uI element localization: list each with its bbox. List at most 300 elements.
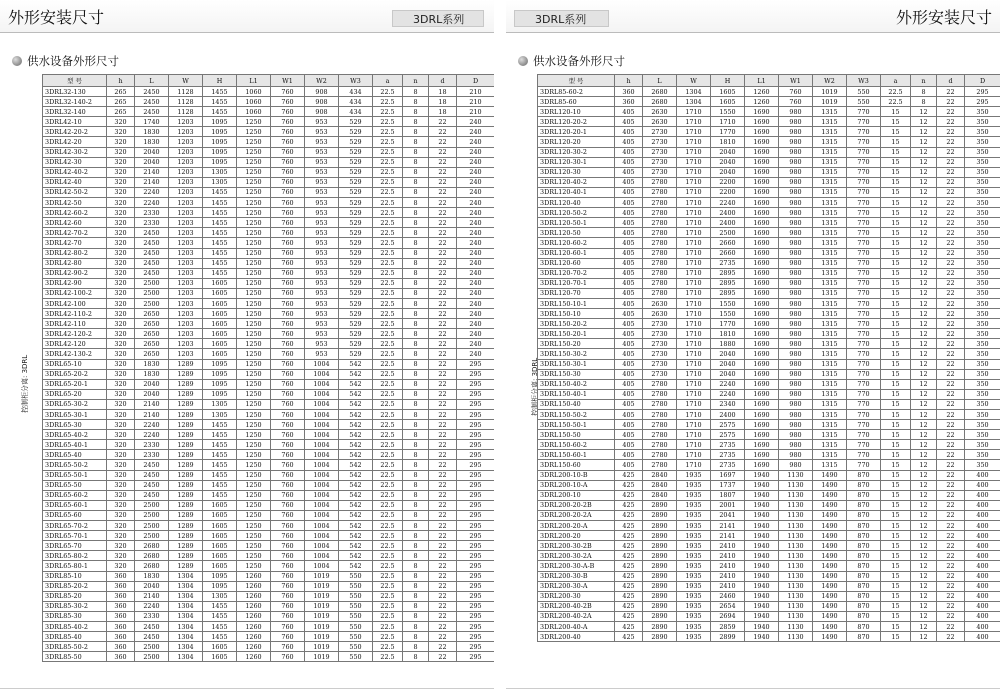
value-cell: 1203 <box>169 127 203 137</box>
value-cell: 1095 <box>203 571 237 581</box>
value-cell: 1690 <box>745 399 779 409</box>
value-cell: 22 <box>937 500 965 510</box>
table-row <box>43 268 495 278</box>
value-cell: 240 <box>457 218 495 228</box>
model-cell: 3DRL120-20-1 <box>538 127 615 137</box>
value-cell: 1250 <box>237 268 271 278</box>
value-cell: 295 <box>457 621 495 631</box>
column-header: W3 <box>339 75 373 87</box>
value-cell: 760 <box>271 218 305 228</box>
value-cell: 1490 <box>813 521 847 531</box>
value-cell: 980 <box>779 389 813 399</box>
table-row <box>538 410 1000 420</box>
value-cell: 15 <box>881 379 911 389</box>
value-cell: 1250 <box>237 349 271 359</box>
value-cell: 1260 <box>237 621 271 631</box>
table-row <box>538 268 1000 278</box>
value-cell: 2500 <box>135 298 169 308</box>
value-cell: 405 <box>615 167 643 177</box>
table-row <box>43 460 495 470</box>
value-cell: 1004 <box>305 359 339 369</box>
value-cell: 295 <box>457 510 495 520</box>
value-cell: 1250 <box>237 187 271 197</box>
value-cell: 320 <box>107 298 135 308</box>
value-cell: 1203 <box>169 208 203 218</box>
value-cell: 980 <box>779 137 813 147</box>
table-row <box>43 107 495 117</box>
table-row <box>43 571 495 581</box>
value-cell: 1260 <box>745 87 779 97</box>
value-cell: 770 <box>847 137 881 147</box>
value-cell: 12 <box>911 258 937 268</box>
left-page <box>0 0 494 694</box>
value-cell: 1203 <box>169 238 203 248</box>
value-cell: 1289 <box>169 359 203 369</box>
value-cell: 12 <box>911 420 937 430</box>
value-cell: 15 <box>881 298 911 308</box>
value-cell: 1304 <box>169 581 203 591</box>
table-row <box>43 611 495 621</box>
value-cell: 1690 <box>745 460 779 470</box>
value-cell: 8 <box>403 500 429 510</box>
table-row <box>43 430 495 440</box>
model-cell: 3DRL85-50 <box>43 652 107 662</box>
value-cell: 2730 <box>643 137 677 147</box>
value-cell: 2780 <box>643 399 677 409</box>
model-cell: 3DRL150-60 <box>538 460 615 470</box>
value-cell: 542 <box>339 470 373 480</box>
value-cell: 770 <box>847 167 881 177</box>
value-cell: 2630 <box>643 309 677 319</box>
value-cell: 22.5 <box>373 591 403 601</box>
value-cell: 1289 <box>169 389 203 399</box>
value-cell: 400 <box>965 621 1000 631</box>
value-cell: 1830 <box>135 571 169 581</box>
value-cell: 1250 <box>237 278 271 288</box>
table-row <box>538 420 1000 430</box>
value-cell: 1250 <box>237 500 271 510</box>
value-cell: 1455 <box>203 611 237 621</box>
value-cell: 8 <box>403 510 429 520</box>
value-cell: 1710 <box>677 389 711 399</box>
value-cell: 529 <box>339 238 373 248</box>
value-cell: 22.5 <box>373 420 403 430</box>
value-cell: 1710 <box>677 309 711 319</box>
value-cell: 22 <box>429 298 457 308</box>
value-cell: 1710 <box>677 430 711 440</box>
value-cell: 2040 <box>135 157 169 167</box>
value-cell: 1940 <box>745 581 779 591</box>
value-cell: 350 <box>965 117 1000 127</box>
value-cell: 2410 <box>711 561 745 571</box>
bullet-icon <box>12 56 22 66</box>
value-cell: 1004 <box>305 500 339 510</box>
value-cell: 22 <box>937 359 965 369</box>
value-cell: 2890 <box>643 571 677 581</box>
value-cell: 2890 <box>643 632 677 642</box>
value-cell: 1770 <box>711 127 745 137</box>
value-cell: 320 <box>107 460 135 470</box>
value-cell: 1710 <box>677 369 711 379</box>
section-title-text: 供水设备外形尺寸 <box>533 54 625 68</box>
table-row <box>538 208 1000 218</box>
value-cell: 1250 <box>237 198 271 208</box>
value-cell: 1710 <box>677 167 711 177</box>
value-cell: 12 <box>911 591 937 601</box>
value-cell: 980 <box>779 248 813 258</box>
table-row <box>43 410 495 420</box>
value-cell: 12 <box>911 399 937 409</box>
value-cell: 22 <box>937 379 965 389</box>
value-cell: 1304 <box>169 611 203 621</box>
value-cell: 980 <box>779 319 813 329</box>
value-cell: 15 <box>881 460 911 470</box>
value-cell: 295 <box>457 480 495 490</box>
value-cell: 529 <box>339 177 373 187</box>
value-cell: 320 <box>107 389 135 399</box>
value-cell: 8 <box>403 632 429 642</box>
value-cell: 12 <box>911 107 937 117</box>
value-cell: 1455 <box>203 248 237 258</box>
table-row <box>43 359 495 369</box>
value-cell: 953 <box>305 147 339 157</box>
value-cell: 1690 <box>745 278 779 288</box>
value-cell: 22 <box>937 581 965 591</box>
value-cell: 22 <box>429 420 457 430</box>
model-cell: 3DRL65-60 <box>43 510 107 520</box>
value-cell: 529 <box>339 278 373 288</box>
bullet-icon <box>518 56 528 66</box>
value-cell: 1315 <box>813 410 847 420</box>
value-cell: 1130 <box>779 621 813 631</box>
value-cell: 15 <box>881 470 911 480</box>
value-cell: 2450 <box>135 490 169 500</box>
value-cell: 760 <box>271 591 305 601</box>
value-cell: 770 <box>847 288 881 298</box>
model-cell: 3DRL150-30-1 <box>538 359 615 369</box>
value-cell: 980 <box>779 238 813 248</box>
page-header <box>0 0 494 33</box>
value-cell: 760 <box>271 339 305 349</box>
value-cell: 770 <box>847 298 881 308</box>
value-cell: 760 <box>271 379 305 389</box>
value-cell: 320 <box>107 319 135 329</box>
value-cell: 1019 <box>813 97 847 107</box>
value-cell: 1710 <box>677 137 711 147</box>
value-cell: 2460 <box>711 591 745 601</box>
value-cell: 2680 <box>135 561 169 571</box>
value-cell: 22 <box>429 430 457 440</box>
value-cell: 1690 <box>745 349 779 359</box>
table-row <box>538 621 1000 631</box>
value-cell: 320 <box>107 359 135 369</box>
value-cell: 1004 <box>305 399 339 409</box>
model-cell: 3DRL65-40-2 <box>43 430 107 440</box>
table-row <box>43 399 495 409</box>
value-cell: 22.5 <box>373 298 403 308</box>
value-cell: 15 <box>881 218 911 228</box>
value-cell: 953 <box>305 238 339 248</box>
column-header: W <box>677 75 711 87</box>
value-cell: 1940 <box>745 571 779 581</box>
model-cell: 3DRL65-20-2 <box>43 369 107 379</box>
value-cell: 770 <box>847 157 881 167</box>
value-cell: 1250 <box>237 389 271 399</box>
value-cell: 1690 <box>745 208 779 218</box>
value-cell: 1940 <box>745 551 779 561</box>
value-cell: 980 <box>779 359 813 369</box>
value-cell: 320 <box>107 349 135 359</box>
value-cell: 1260 <box>237 591 271 601</box>
value-cell: 1128 <box>169 87 203 97</box>
value-cell: 1250 <box>237 208 271 218</box>
model-cell: 3DRL42-90 <box>43 278 107 288</box>
value-cell: 15 <box>881 430 911 440</box>
value-cell: 350 <box>965 268 1000 278</box>
value-cell: 22 <box>429 571 457 581</box>
value-cell: 770 <box>847 460 881 470</box>
value-cell: 2780 <box>643 420 677 430</box>
value-cell: 320 <box>107 561 135 571</box>
value-cell: 8 <box>403 420 429 430</box>
value-cell: 2780 <box>643 460 677 470</box>
value-cell: 15 <box>881 410 911 420</box>
model-cell: 3DRL65-20 <box>43 389 107 399</box>
value-cell: 980 <box>779 208 813 218</box>
value-cell: 2780 <box>643 187 677 197</box>
value-cell: 1315 <box>813 157 847 167</box>
value-cell: 2895 <box>711 288 745 298</box>
model-cell: 3DRL85-50-2 <box>43 642 107 652</box>
value-cell: 1250 <box>237 147 271 157</box>
value-cell: 22 <box>937 632 965 642</box>
value-cell: 1710 <box>677 228 711 238</box>
value-cell: 953 <box>305 218 339 228</box>
value-cell: 360 <box>615 87 643 97</box>
value-cell: 1019 <box>305 642 339 652</box>
value-cell: 22 <box>429 349 457 359</box>
value-cell: 295 <box>457 632 495 642</box>
value-cell: 1490 <box>813 601 847 611</box>
value-cell: 295 <box>457 601 495 611</box>
value-cell: 2450 <box>135 632 169 642</box>
value-cell: 405 <box>615 208 643 218</box>
value-cell: 1690 <box>745 198 779 208</box>
model-cell: 3DRL42-100-2 <box>43 288 107 298</box>
value-cell: 350 <box>965 309 1000 319</box>
value-cell: 8 <box>403 339 429 349</box>
value-cell: 15 <box>881 359 911 369</box>
value-cell: 1289 <box>169 541 203 551</box>
value-cell: 320 <box>107 399 135 409</box>
value-cell: 1203 <box>169 137 203 147</box>
value-cell: 8 <box>403 369 429 379</box>
value-cell: 12 <box>911 127 937 137</box>
value-cell: 12 <box>911 460 937 470</box>
value-cell: 22 <box>937 137 965 147</box>
value-cell: 770 <box>847 329 881 339</box>
value-cell: 760 <box>271 309 305 319</box>
value-cell: 22.5 <box>373 339 403 349</box>
value-cell: 1203 <box>169 157 203 167</box>
value-cell: 18 <box>429 107 457 117</box>
value-cell: 320 <box>107 258 135 268</box>
value-cell: 2450 <box>135 460 169 470</box>
value-cell: 18 <box>429 97 457 107</box>
value-cell: 1304 <box>169 652 203 662</box>
value-cell: 1710 <box>677 268 711 278</box>
value-cell: 295 <box>457 420 495 430</box>
value-cell: 22 <box>429 117 457 127</box>
model-cell: 3DRL200-40-A <box>538 621 615 631</box>
value-cell: 1605 <box>711 87 745 97</box>
table-row <box>43 147 495 157</box>
value-cell: 8 <box>403 208 429 218</box>
value-cell: 1250 <box>237 298 271 308</box>
table-row <box>43 450 495 460</box>
value-cell: 1605 <box>203 642 237 652</box>
table-row <box>538 238 1000 248</box>
value-cell: 2500 <box>711 228 745 238</box>
value-cell: 12 <box>911 369 937 379</box>
value-cell: 1203 <box>169 288 203 298</box>
table-row <box>43 551 495 561</box>
value-cell: 12 <box>911 187 937 197</box>
value-cell: 2859 <box>711 621 745 631</box>
value-cell: 760 <box>271 490 305 500</box>
value-cell: 240 <box>457 137 495 147</box>
value-cell: 980 <box>779 147 813 157</box>
value-cell: 1690 <box>745 298 779 308</box>
table-header-row <box>43 75 495 87</box>
value-cell: 350 <box>965 107 1000 117</box>
value-cell: 12 <box>911 157 937 167</box>
value-cell: 400 <box>965 551 1000 561</box>
value-cell: 1250 <box>237 309 271 319</box>
model-cell: 3DRL32-140 <box>43 107 107 117</box>
value-cell: 360 <box>615 97 643 107</box>
value-cell: 1130 <box>779 551 813 561</box>
value-cell: 529 <box>339 157 373 167</box>
value-cell: 22.5 <box>373 87 403 97</box>
value-cell: 2630 <box>643 298 677 308</box>
value-cell: 22 <box>429 329 457 339</box>
value-cell: 22 <box>937 521 965 531</box>
value-cell: 2450 <box>135 258 169 268</box>
value-cell: 1490 <box>813 551 847 561</box>
table-row <box>538 389 1000 399</box>
value-cell: 1455 <box>203 97 237 107</box>
value-cell: 870 <box>847 521 881 531</box>
model-cell: 3DRL42-70-2 <box>43 228 107 238</box>
model-cell: 3DRL200-40-2B <box>538 601 615 611</box>
value-cell: 8 <box>403 551 429 561</box>
value-cell: 22 <box>937 541 965 551</box>
value-cell: 1490 <box>813 480 847 490</box>
model-cell: 3DRL120-30-1 <box>538 157 615 167</box>
value-cell: 2200 <box>711 187 745 197</box>
value-cell: 22.5 <box>373 551 403 561</box>
value-cell: 2780 <box>643 288 677 298</box>
value-cell: 22.5 <box>373 238 403 248</box>
value-cell: 265 <box>107 107 135 117</box>
value-cell: 15 <box>881 531 911 541</box>
value-cell: 1250 <box>237 521 271 531</box>
value-cell: 529 <box>339 349 373 359</box>
value-cell: 980 <box>779 117 813 127</box>
value-cell: 1690 <box>745 127 779 137</box>
value-cell: 8 <box>403 379 429 389</box>
value-cell: 870 <box>847 571 881 581</box>
value-cell: 760 <box>271 329 305 339</box>
value-cell: 12 <box>911 278 937 288</box>
value-cell: 400 <box>965 581 1000 591</box>
value-cell: 1130 <box>779 510 813 520</box>
value-cell: 1690 <box>745 329 779 339</box>
value-cell: 22.5 <box>373 349 403 359</box>
table-row <box>538 288 1000 298</box>
value-cell: 22 <box>429 177 457 187</box>
value-cell: 1605 <box>203 500 237 510</box>
value-cell: 2780 <box>643 198 677 208</box>
value-cell: 550 <box>339 652 373 662</box>
value-cell: 1737 <box>711 480 745 490</box>
value-cell: 8 <box>403 167 429 177</box>
value-cell: 1315 <box>813 198 847 208</box>
table-row <box>43 198 495 208</box>
column-header: W2 <box>813 75 847 87</box>
value-cell: 2840 <box>643 470 677 480</box>
value-cell: 22 <box>937 621 965 631</box>
value-cell: 8 <box>403 389 429 399</box>
value-cell: 760 <box>271 470 305 480</box>
value-cell: 1490 <box>813 531 847 541</box>
value-cell: 22.5 <box>373 470 403 480</box>
value-cell: 1250 <box>237 510 271 520</box>
value-cell: 2735 <box>711 258 745 268</box>
value-cell: 1605 <box>203 319 237 329</box>
value-cell: 22.5 <box>373 652 403 662</box>
value-cell: 1940 <box>745 500 779 510</box>
value-cell: 320 <box>107 187 135 197</box>
value-cell: 2735 <box>711 450 745 460</box>
value-cell: 1830 <box>135 369 169 379</box>
value-cell: 360 <box>107 642 135 652</box>
value-cell: 760 <box>271 147 305 157</box>
model-cell: 3DRL42-110-2 <box>43 309 107 319</box>
table-row <box>43 228 495 238</box>
value-cell: 1605 <box>203 339 237 349</box>
value-cell: 1315 <box>813 389 847 399</box>
value-cell: 350 <box>965 450 1000 460</box>
value-cell: 542 <box>339 379 373 389</box>
value-cell: 22 <box>429 137 457 147</box>
table-row <box>538 510 1000 520</box>
value-cell: 295 <box>457 551 495 561</box>
value-cell: 2140 <box>135 591 169 601</box>
column-header: L1 <box>237 75 271 87</box>
model-cell: 3DRL42-40 <box>43 177 107 187</box>
value-cell: 1315 <box>813 369 847 379</box>
value-cell: 22 <box>937 238 965 248</box>
value-cell: 360 <box>107 611 135 621</box>
value-cell: 405 <box>615 339 643 349</box>
value-cell: 15 <box>881 632 911 642</box>
value-cell: 760 <box>271 167 305 177</box>
value-cell: 425 <box>615 632 643 642</box>
value-cell: 8 <box>403 187 429 197</box>
value-cell: 2040 <box>711 147 745 157</box>
